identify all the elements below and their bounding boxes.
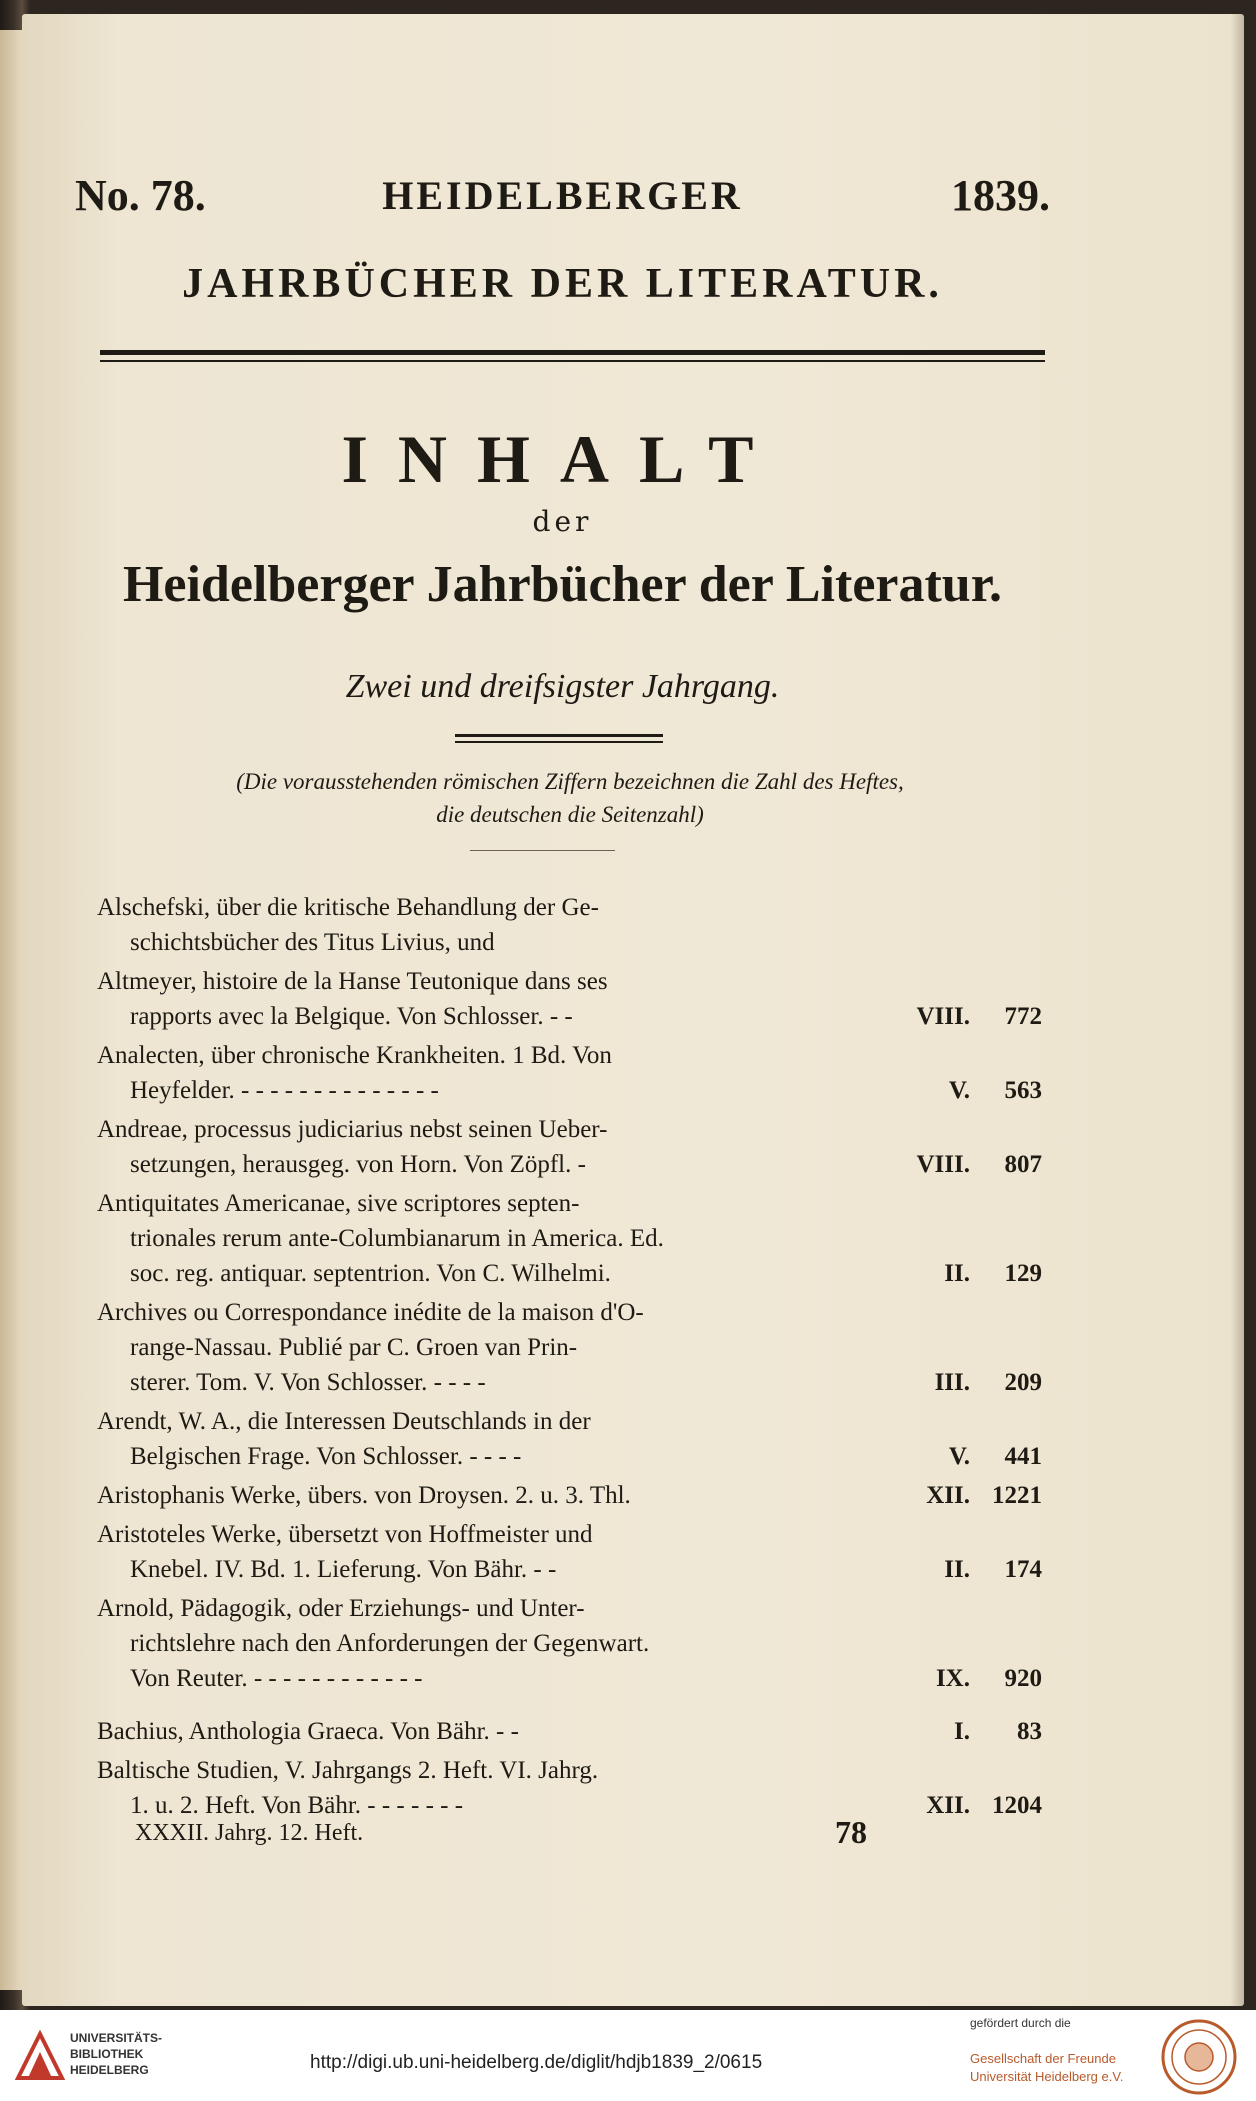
- masthead: [75, 170, 1050, 230]
- entry-page-number: 129: [1004, 1260, 1042, 1287]
- entry-heft-number: I.: [954, 1718, 970, 1745]
- entry-heft-number: VIII.: [916, 1151, 970, 1178]
- contents-list: [97, 890, 1042, 1827]
- entry-text: Belgischen Frage. Von Schlosser. - - - -: [130, 1443, 522, 1470]
- sponsor-name-line-2: Universität Heidelberg e.V.: [970, 2069, 1124, 2084]
- title-rule: [455, 734, 663, 743]
- note-line-1: (Die vorausstehenden römischen Ziffern bezeichnen die Zahl des Heftes,: [236, 769, 904, 794]
- heading-der: der: [532, 505, 593, 538]
- explanatory-note: [95, 765, 1045, 831]
- entry-heft-number: VIII.: [916, 1003, 970, 1030]
- entry-text: schichtsbücher des Titus Livius, und: [130, 929, 495, 956]
- entry-page-number: 772: [1004, 1003, 1042, 1030]
- entry-heft-number: V.: [948, 1443, 970, 1470]
- entry-text: Aristoteles Werke, übersetzt von Hoffmeister und: [97, 1521, 593, 1548]
- entry-text: range-Nassau. Publié par C. Groen van Prin-: [130, 1334, 578, 1361]
- entry-reference: [936, 1661, 1042, 1696]
- entry-page-number: 563: [1004, 1077, 1042, 1104]
- entry-text-line: [97, 1365, 1042, 1400]
- sponsor-name[interactable]: [970, 2050, 1123, 2086]
- sponsor-label: gefördert durch die: [970, 2016, 1071, 2030]
- entry-text: setzungen, herausgeg. von Horn. Von Zöpfl. -: [130, 1151, 586, 1178]
- entry-reference: [935, 1365, 1042, 1400]
- entry-text-line: [97, 1038, 1042, 1073]
- library-name-line-3: HEIDELBERG: [70, 2063, 149, 2077]
- library-name-line-2: BIBLIOTHEK: [70, 2047, 144, 2061]
- entry-reference: [926, 1788, 1042, 1823]
- entry-text-line: [97, 1112, 1042, 1147]
- entry-text: Alschefski, über die kritische Behandlung der Ge-: [97, 894, 599, 921]
- entry-reference: [949, 1439, 1042, 1474]
- entry-text: Andreae, processus judiciarius nebst seinen Ueber-: [97, 1116, 608, 1143]
- contents-entry: [97, 1753, 1042, 1823]
- contents-entry: [97, 1295, 1042, 1400]
- entry-reference: [917, 999, 1043, 1034]
- entry-text: Arendt, W. A., die Interessen Deutschlands in der: [97, 1408, 591, 1435]
- entry-heft-number: XII.: [926, 1482, 970, 1509]
- library-logo-icon[interactable]: [14, 2030, 66, 2082]
- entry-text-line: [97, 964, 1042, 999]
- entry-text-line: [97, 1330, 1042, 1365]
- short-rule: [470, 850, 615, 851]
- signature-line: XXXII. Jahrg. 12. Heft.: [135, 1820, 364, 1846]
- contents-entry: [97, 1714, 1042, 1749]
- entry-page-number: 920: [1004, 1665, 1042, 1692]
- entry-text-line: [97, 1517, 1042, 1552]
- entry-page-number: 1221: [992, 1482, 1042, 1509]
- entry-text-line: [97, 1591, 1042, 1626]
- entry-text-line: [97, 1186, 1042, 1221]
- entry-text: Arnold, Pädagogik, oder Erziehungs- und Unter-: [97, 1595, 585, 1622]
- entry-text: Bachius, Anthologia Graeca. Von Bähr. - -: [97, 1718, 519, 1745]
- contents-entry: [97, 1591, 1042, 1696]
- entry-text-line: [97, 1256, 1042, 1291]
- entry-text-line: [97, 890, 1042, 925]
- entry-heft-number: V.: [948, 1077, 970, 1104]
- entry-text: soc. reg. antiquar. septentrion. Von C. Wilhelmi.: [130, 1260, 611, 1287]
- library-name[interactable]: [70, 2030, 162, 2078]
- entry-text-line: [97, 999, 1042, 1034]
- contents-entry: [97, 964, 1042, 1034]
- entry-text: 1. u. 2. Heft. Von Bähr. - - - - - - -: [130, 1792, 464, 1819]
- journal-subtitle: JAHRBÜCHER DER LITERATUR.: [182, 261, 943, 307]
- entry-text: Analecten, über chronische Krankheiten. 1 Bd. Von: [97, 1042, 612, 1069]
- contents-entry: [97, 1186, 1042, 1291]
- entry-text: Von Reuter. - - - - - - - - - - - -: [130, 1665, 423, 1692]
- university-seal-icon: [1160, 2018, 1238, 2096]
- page-url-link[interactable]: http://digi.ub.uni-heidelberg.de/diglit/hdjb1839_2/0615: [310, 2052, 763, 2073]
- entry-text: sterer. Tom. V. Von Schlosser. - - - -: [130, 1369, 486, 1396]
- entry-page-number: 209: [1004, 1369, 1042, 1396]
- issue-year: 1839.: [951, 171, 1050, 220]
- entry-text-line: [97, 1404, 1042, 1439]
- page-shadow: [1230, 14, 1244, 2006]
- viewer-footer-bar: [0, 2010, 1256, 2101]
- entry-text: Altmeyer, histoire de la Hanse Teutonique dans ses: [97, 968, 608, 995]
- contents-entry: [97, 1038, 1042, 1108]
- page-title: Heidelberger Jahrbücher der Literatur.: [122, 556, 1003, 613]
- entry-heft-number: II.: [944, 1260, 970, 1287]
- entry-text: Antiquitates Americanae, sive scriptores septen-: [97, 1190, 580, 1217]
- entry-heft-number: XII.: [926, 1792, 970, 1819]
- entry-text: Heyfelder. - - - - - - - - - - - - - -: [130, 1077, 439, 1104]
- entry-heft-number: II.: [944, 1556, 970, 1583]
- entry-reference: [954, 1714, 1042, 1749]
- entry-text-line: [97, 925, 1042, 960]
- sheet-number: 78: [835, 1814, 867, 1850]
- entry-text-line: [97, 1221, 1042, 1256]
- issue-number: No. 78.: [75, 171, 206, 220]
- adjacent-page-edge: [0, 30, 24, 1990]
- entry-heft-number: IX.: [935, 1665, 970, 1692]
- entry-text-line: [97, 1478, 1042, 1513]
- entry-page-number: 1204: [992, 1792, 1042, 1819]
- entry-reference: [949, 1073, 1042, 1108]
- entry-page-number: 83: [1017, 1718, 1042, 1745]
- sponsor-name-line-1: Gesellschaft der Freunde: [970, 2051, 1116, 2066]
- entry-page-number: 174: [1004, 1556, 1042, 1583]
- entry-text: Baltische Studien, V. Jahrgangs 2. Heft. VI. Jahrg.: [97, 1757, 599, 1784]
- contents-entry: [97, 1517, 1042, 1587]
- contents-entry: [97, 1404, 1042, 1474]
- journal-title: HEIDELBERGER: [382, 173, 743, 218]
- entry-text-line: [97, 1714, 1042, 1749]
- entry-text-line: [97, 1661, 1042, 1696]
- entry-text-line: [97, 1147, 1042, 1182]
- note-line-2: die deutschen die Seitenzahl): [436, 802, 704, 827]
- contents-entry: [97, 890, 1042, 960]
- entry-reference: [917, 1147, 1043, 1182]
- entry-text: trionales rerum ante-Columbianarum in America. Ed.: [130, 1225, 664, 1252]
- volume-label: Zwei und dreifsigster Jahrgang.: [345, 668, 780, 705]
- entry-text: Archives ou Correspondance inédite de la maison d'O-: [97, 1299, 644, 1326]
- entry-text: Knebel. IV. Bd. 1. Lieferung. Von Bähr. - -: [130, 1556, 557, 1583]
- entry-page-number: 807: [1004, 1151, 1042, 1178]
- masthead-rule: [100, 350, 1045, 362]
- entry-text-line: [97, 1295, 1042, 1330]
- section-heading: INHALT: [341, 421, 784, 497]
- entry-text-line: [97, 1788, 1042, 1823]
- entry-text-line: [97, 1552, 1042, 1587]
- entry-text-line: [97, 1073, 1042, 1108]
- entry-page-number: 441: [1004, 1443, 1042, 1470]
- entry-reference: [944, 1256, 1042, 1291]
- entry-text: Aristophanis Werke, übers. von Droysen. 2. u. 3. Thl.: [97, 1482, 631, 1509]
- entry-text-line: [97, 1626, 1042, 1661]
- entry-text: richtslehre nach den Anforderungen der Gegenwart.: [130, 1630, 650, 1657]
- entry-text-line: [97, 1439, 1042, 1474]
- entry-reference: [926, 1478, 1042, 1513]
- contents-entry: [97, 1478, 1042, 1513]
- library-name-line-1: UNIVERSITÄTS-: [70, 2031, 163, 2045]
- entry-text-line: [97, 1753, 1042, 1788]
- contents-entry: [97, 1112, 1042, 1182]
- entry-reference: [944, 1552, 1042, 1587]
- entry-text: rapports avec la Belgique. Von Schlosser. - -: [130, 1003, 573, 1030]
- entry-heft-number: III.: [934, 1369, 970, 1396]
